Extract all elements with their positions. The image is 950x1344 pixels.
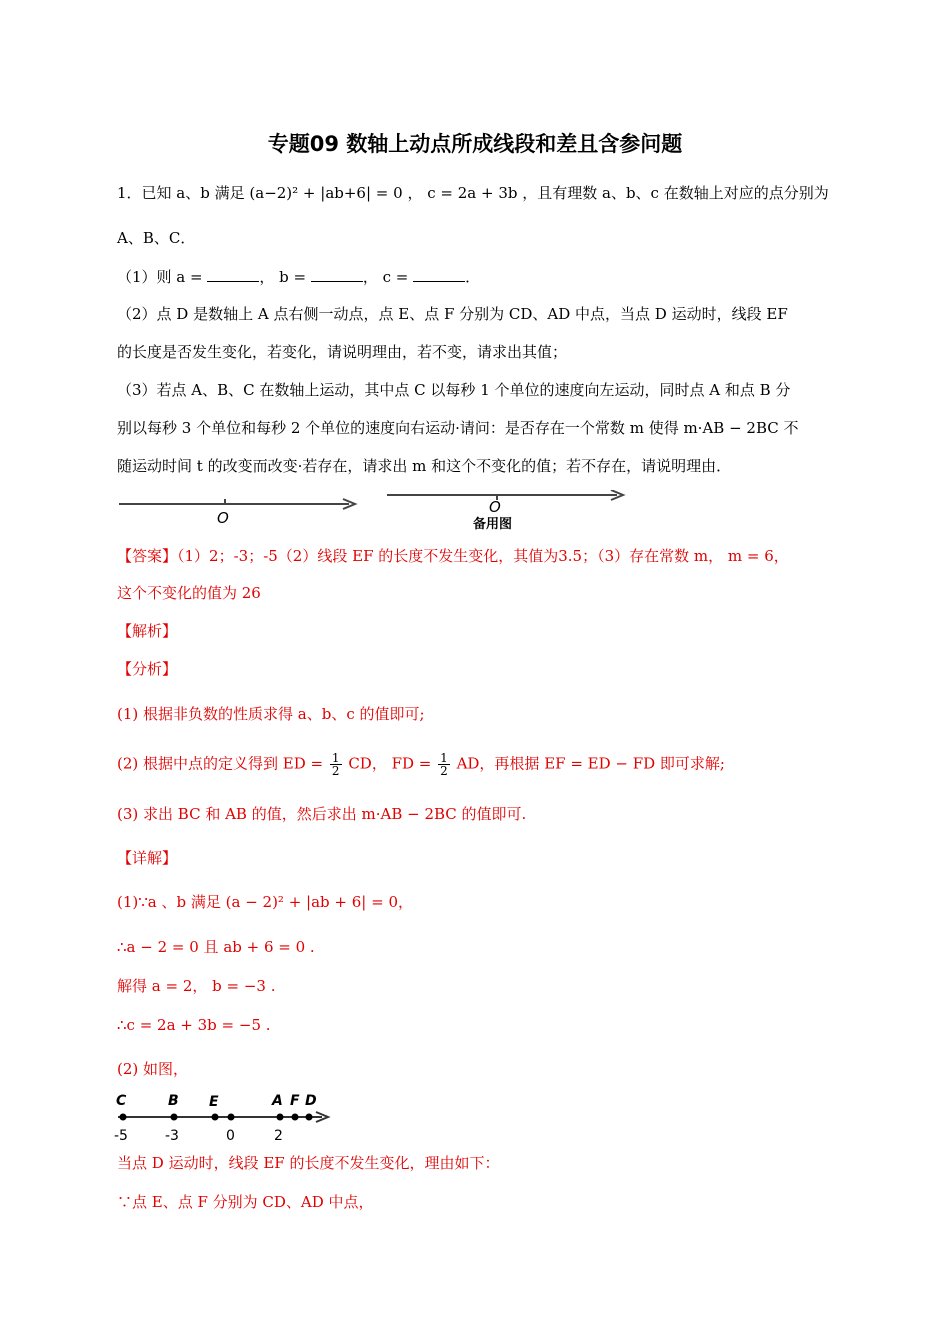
problem-intro-line2: A、B、C． [117,229,196,247]
point-zero [228,1114,235,1121]
tick-label-neg5: -5 [114,1128,128,1144]
empty-number-lines [117,490,637,535]
question-3-line1: （3）若点 A、B、C 在数轴上运动，其中点 C 以每秒 1 个单位的速度向左运动，同时点 A 和点 B 分 [117,381,791,399]
point-a [277,1114,284,1121]
question-3-line2: 别以每秒 3 个单位和每秒 2 个单位的速度向右运动·请问：是否存在一个常数 m 使得 m·AB − 2BC 不 [117,419,799,437]
fraction-1-num: 1 [331,751,340,765]
fraction-1-den: 2 [331,764,340,778]
fenxi-p2-pre: (2) 根据中点的定义得到 ED = [117,754,324,773]
detail-step-6: 当点 D 运动时，线段 EF 的长度不发生变化，理由如下： [117,1154,500,1172]
answer-line1: 【答案】（1）2；-3；-5（2）线段 EF 的长度不发生变化，其值为3.5；（3）存在常数 m， m = 6， [117,547,789,565]
fenxi-point-2 [117,752,837,777]
point-label-c: C [116,1093,127,1109]
point-label-a: A [272,1093,283,1109]
tick-label-neg3: -3 [165,1128,179,1144]
fraction-2-num: 1 [440,751,448,765]
fenxi-p2-mid: CD， FD = [348,754,432,773]
q1-end: ． [465,268,481,286]
answer-blank-b[interactable] [311,267,363,282]
backup-figure-label: 备用图 [473,517,513,532]
number-line-2 [387,490,623,532]
point-label-e: E [209,1094,219,1110]
question-2-line2: 的长度是否发生变化，若变化，请说明理由，若不变，请求出其值； [117,343,568,361]
detail-step-4: ∴c = 2a + 3b = −5 . [117,1016,271,1034]
analysis-heading: 【解析】 [117,622,178,640]
point-c [120,1114,127,1121]
fenxi-point-3: (3) 求出 BC 和 AB 的值，然后求出 m·AB − 2BC 的值即可. [117,805,527,823]
q1-label: （1）则 a = [117,268,208,286]
origin-label-1: O [217,509,229,527]
point-d [306,1114,313,1121]
page-title: 专题09 数轴上动点所成线段和差且含参问题 [267,132,683,156]
tick-label-0: 0 [226,1128,235,1144]
question-3-line3: 随运动时间 t 的改变而改变·若存在，请求出 m 和这个不变化的值；若不存在，请说明理由． [117,457,732,475]
fenxi-p2-post: AD，再根据 EF = ED − FD 即可求解; [456,754,725,773]
point-label-d: D [305,1093,317,1109]
answer-blank-c[interactable] [413,267,465,282]
point-e [212,1114,219,1121]
detail-step-7: ∵点 E、点 F 分别为 CD、AD 中点， [117,1193,374,1211]
detail-step-5: (2) 如图， [117,1060,189,1078]
point-label-b: B [168,1093,179,1109]
answer-blank-a[interactable] [207,267,259,282]
origin-label-2: O [489,498,501,516]
q1-c-label: ， c = [362,268,414,286]
figure-number-line [110,1085,340,1145]
tick-label-2: 2 [274,1128,283,1144]
detail-step-3: 解得 a = 2， b = −3 . [117,977,276,995]
question-1 [117,267,837,287]
detail-step-1: (1)∵a 、b 满足 (a − 2)² + |ab + 6| = 0， [117,893,414,911]
answer-line2: 这个不变化的值为 26 [117,584,261,602]
number-line-1 [119,499,355,527]
q1-b-label: ， b = [259,268,311,286]
detail-heading: 【详解】 [117,849,178,867]
fraction-2-den: 2 [440,764,448,778]
fraction-half-2 [438,752,450,777]
fenxi-heading: 【分析】 [117,660,178,678]
problem-intro-line1: 1．已知 a、b 满足 (a−2)² + |ab+6| = 0 ， c = 2a + 3b ，且有理数 a、b、c 在数轴上对应的点分别为 [117,184,829,202]
fenxi-point-1: (1) 根据非负数的性质求得 a、b、c 的值即可; [117,705,425,723]
point-f [292,1114,299,1121]
point-label-f: F [290,1093,300,1109]
question-2-line1: （2）点 D 是数轴上 A 点右侧一动点，点 E、点 F 分别为 CD、AD 中点，当点 D 运动时，线段 EF [117,305,788,323]
fraction-half-1 [330,752,342,777]
point-b [171,1114,178,1121]
detail-step-2: ∴a − 2 = 0 且 ab + 6 = 0 . [117,938,315,956]
